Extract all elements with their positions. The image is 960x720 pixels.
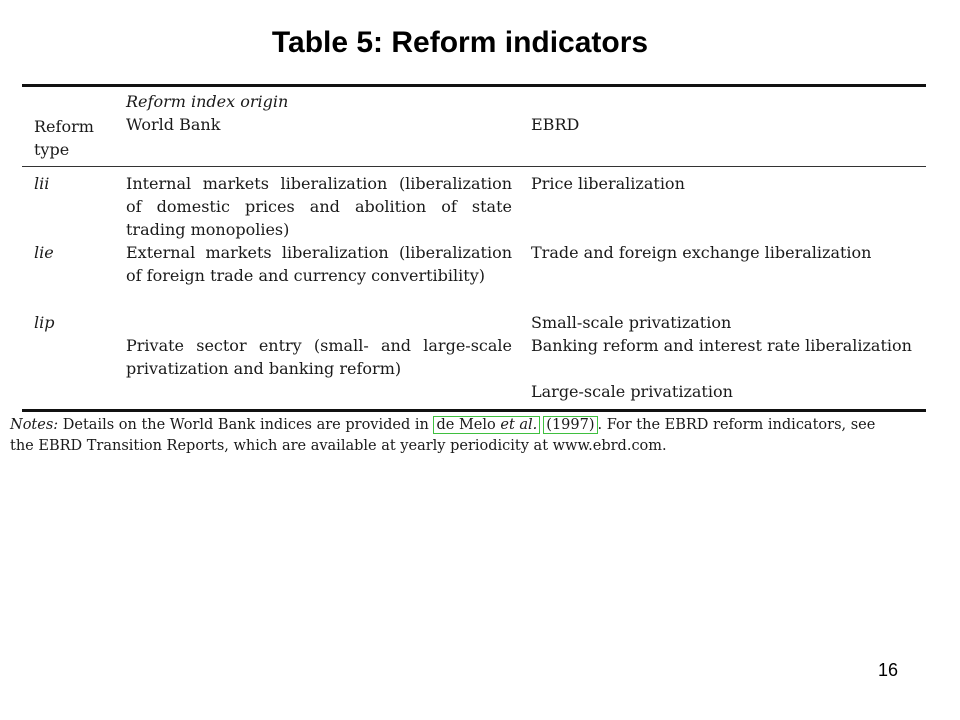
citation-author: de Melo [436, 417, 496, 433]
header-world-bank: World Bank [126, 115, 221, 134]
citation-link-year[interactable]: (1997) [543, 416, 597, 434]
table-bottom-rule [22, 409, 926, 412]
header-group-label: Reform index origin [126, 92, 289, 111]
row-type: lie [34, 243, 54, 262]
row-type: lii [34, 174, 50, 193]
row-world-bank: Private sector entry (small- and large-scale privatization and banking reform) [126, 336, 512, 378]
row-ebrd: Price liberalization [531, 174, 685, 193]
header-reform-type: Reform type [34, 117, 94, 159]
notes-text: Details on the World Bank indices are provided in [62, 417, 429, 433]
row-ebrd: Large-scale privatization [531, 382, 733, 401]
row-ebrd: Trade and foreign exchange liberalization [531, 243, 872, 262]
table-header-rule [22, 166, 926, 167]
row-world-bank: External markets liberalization (liberalization of foreign trade and currency convertibility) [126, 243, 512, 285]
table-notes [10, 415, 940, 457]
header-ebrd: EBRD [531, 115, 580, 134]
notes-line-2: the EBRD Transition Reports, which are available at yearly periodicity at www.ebrd.com. [10, 438, 667, 454]
row-ebrd: Small-scale privatization [531, 313, 732, 332]
page-number: 16 [878, 660, 899, 680]
row-ebrd: Banking reform and interest rate liberalization [531, 336, 912, 355]
notes-line-1 [10, 415, 940, 436]
row-type: lip [34, 313, 55, 332]
slide-title: Table 5: Reform indicators [271, 26, 649, 59]
citation-link-author[interactable] [433, 416, 540, 434]
table-top-rule [22, 84, 926, 87]
notes-text-after: . For the EBRD reform indicators, see [597, 417, 876, 433]
notes-label: Notes: [10, 417, 59, 433]
row-world-bank: Internal markets liberalization (liberalization of domestic prices and abolition of state trading monopolies) [126, 174, 512, 239]
citation-etal: et al. [500, 417, 538, 433]
